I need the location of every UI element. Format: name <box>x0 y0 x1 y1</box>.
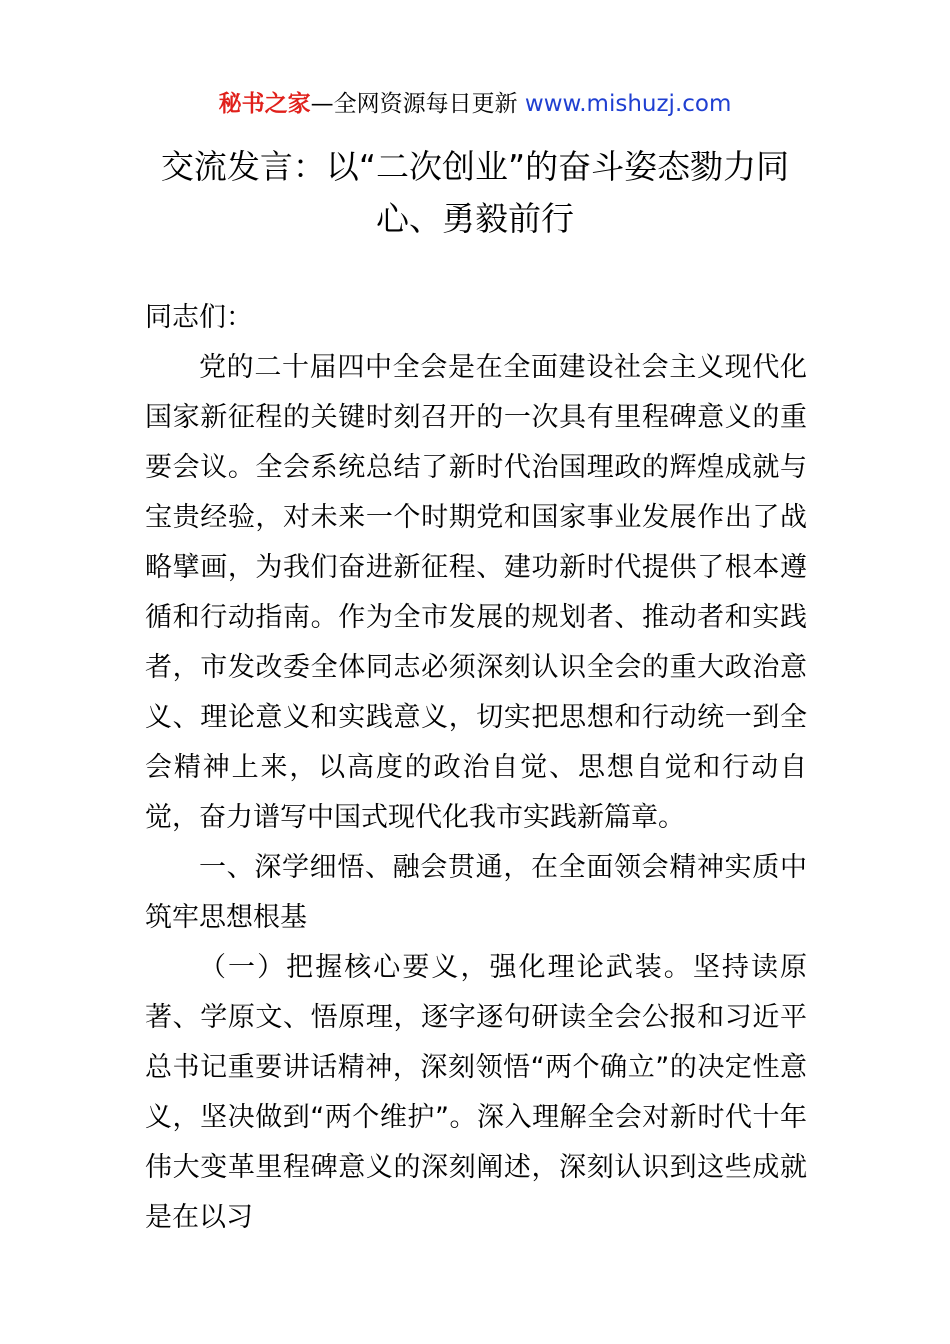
brand-name: 秘书之家 <box>218 91 311 117</box>
document-title: 交流发言：以“二次创业”的奋斗姿态勠力同心、勇毅前行 <box>160 147 790 238</box>
header-tagline: —全网资源每日更新 <box>310 91 525 117</box>
site-header <box>0 88 950 120</box>
salutation: 同志们： <box>145 302 253 333</box>
paragraph-subsection-1: （一）把握核心要义，强化理论武装。坚持读原著、学原文、悟原理，逐字逐句研读全会公报和习近平总书记重要讲话精神，深刻领悟“两个确立”的决定性意义，坚决做到“两个维护”。深入理解全会对新时代十年伟大变革里程碑意义的深刻阐述，深刻认识到这些成就是在以习 <box>145 952 807 1233</box>
section-heading-1: 一、深学细悟、融会贯通，在全面领会精神实质中筑牢思想根基 <box>145 852 807 933</box>
site-url-link[interactable]: www.mishuzj.com <box>524 91 732 117</box>
paragraph-intro: 党的二十届四中全会是在全面建设社会主义现代化国家新征程的关键时刻召开的一次具有里程碑意义的重要会议。全会系统总结了新时代治国理政的辉煌成就与宝贵经验，对未来一个时期党和国家事业发展作出了战略擘画，为我们奋进新征程、建功新时代提供了根本遵循和行动指南。作为全市发展的规划者、推动者和实践者，市发改委全体同志必须深刻认识全会的重大政治意义、理论意义和实践意义，切实把思想和行动统一到全会精神上来，以高度的政治自觉、思想自觉和行动自觉，奋力谱写中国式现代化我市实践新篇章。 <box>145 352 807 833</box>
document-body <box>145 293 807 1243</box>
